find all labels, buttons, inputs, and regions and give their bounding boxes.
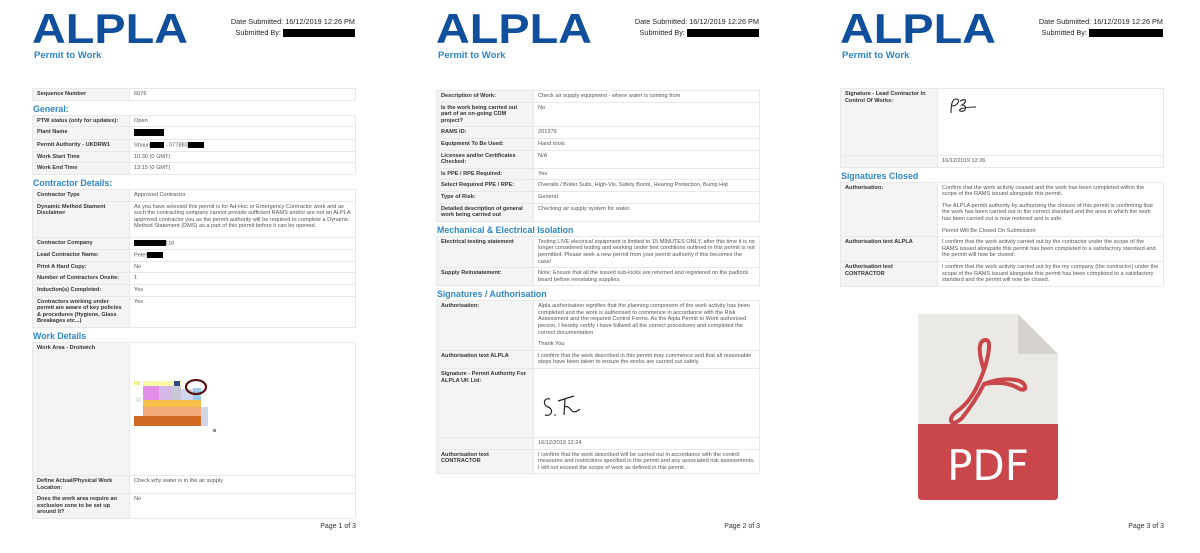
section-title-contractor: Contractor Details:	[33, 178, 113, 189]
field-value: Yes	[130, 284, 356, 296]
signatures-table	[436, 300, 760, 474]
field-value: The ALPLA permit authority by authorising the closure of this permit is confirming that the work has been carried out to the correct standard and the area in which the work has been carried out is now restored and is safe.	[942, 202, 1153, 222]
redacted-submitter	[687, 29, 759, 37]
page-number: Page 1 of 3	[320, 523, 356, 530]
table-row	[33, 296, 356, 327]
field-value: Open	[130, 115, 356, 127]
svg-text:ALPLA: ALPLA	[32, 12, 188, 46]
field-label: Work Start Time	[33, 151, 130, 163]
section-title-general: General:	[33, 103, 69, 114]
table-row	[33, 284, 356, 296]
date-submitted-label: Date Submitted:	[634, 17, 688, 26]
page-number: Page 2 of 3	[724, 523, 760, 530]
table-row	[841, 261, 1164, 286]
field-value: I confirm that the work described in this permit may commence and that all reasonable steps have been taken to ensure the works are carried out safely.	[534, 350, 760, 368]
field-value: Hand tools	[534, 138, 760, 150]
table-row	[437, 138, 760, 150]
table-row	[841, 156, 1164, 168]
table-row	[33, 249, 356, 261]
field-label: Permit Authority - UKDRW1	[33, 139, 130, 151]
document-subtitle: Permit to Work	[34, 50, 102, 61]
field-label-empty	[437, 438, 534, 450]
field-label: Is the work being carried out part of an on-going CDM project?	[437, 102, 534, 127]
field-value: Approved Contractor	[130, 190, 356, 202]
field-label: Supply Reinstatement:	[437, 268, 534, 286]
field-label: Licenses and/or Certificates Checked:	[437, 150, 534, 168]
table-row	[437, 203, 760, 221]
table-row	[437, 191, 760, 203]
svg-text:PDF: PDF	[947, 441, 1029, 490]
submitted-by-label: Submitted By:	[639, 28, 685, 37]
field-value: Note: Ensure that all the issued sub-locks are returned and registered on the padlock board before reinstating supplies.	[534, 268, 760, 286]
submission-meta	[635, 16, 759, 38]
field-label: Does the work area require an exclusion zone to be set up around it?	[33, 494, 130, 519]
table-row	[437, 236, 760, 267]
table-row	[33, 475, 356, 493]
field-label: Signature - Permit Authority For ALPLA UK Ltd:	[437, 369, 534, 438]
field-value-phone: - 077883	[164, 142, 188, 149]
submission-meta	[231, 16, 355, 38]
lead-contractor-signature-table	[840, 88, 1164, 168]
field-label: Signature - Lead Contractor In Control Of Works:	[841, 89, 938, 156]
document-subtitle: Permit to Work	[438, 50, 506, 61]
field-value: Shaun	[134, 142, 151, 149]
field-label: Contractor Company	[33, 237, 130, 249]
submission-meta	[1039, 16, 1163, 38]
date-submitted-value: 16/12/2019 12:26 PM	[285, 17, 355, 26]
pdf-file-icon	[912, 312, 1064, 502]
field-label-empty	[841, 156, 938, 168]
document-page-2	[404, 0, 804, 553]
field-label: Define Actual/Physical Work Location:	[33, 475, 130, 493]
sequence-table	[32, 88, 356, 101]
field-value: Yes	[534, 168, 760, 180]
field-value: Permit Will Be Closed On Submission	[942, 227, 1036, 234]
table-row	[841, 237, 1164, 262]
alpla-logo	[32, 12, 188, 46]
field-value: 13:15 (0 GMT)	[130, 163, 356, 175]
field-value: Check why water is in the air supply	[130, 475, 356, 493]
field-value: No	[130, 261, 356, 273]
signature-date: 16/12/2019 12:24	[534, 438, 760, 450]
field-label: Authorisation:	[841, 182, 938, 237]
work-description-table	[436, 90, 760, 222]
field-value: Thank You	[538, 341, 565, 348]
field-value: 1	[130, 273, 356, 285]
isolation-table	[436, 236, 760, 287]
redacted-surname	[150, 142, 164, 148]
field-value: Check air supply equipment - where water is coming from	[534, 91, 760, 103]
field-value: I confirm that the work activity carried out by the contractor under the scope of the RAMS issued alongside this permit has been completed to a satisfactory standard and the permit will now be closed.	[938, 237, 1164, 262]
table-row	[33, 201, 356, 237]
svg-text:ALPLA: ALPLA	[840, 12, 996, 46]
field-value: Testing LIVE electrical equipment is limited to 15 MINUTES ONLY, after this time it is no longer considered testing and working under test conditions outlined in this permit is not permitted. Please seek a new permit from your permit authority if this becomes the case!	[534, 236, 760, 267]
field-label: Authorisation text ALPLA	[841, 237, 938, 262]
field-label: Authorisation text ALPLA	[437, 350, 534, 368]
contractor-table	[32, 189, 356, 328]
table-row	[33, 163, 356, 175]
floor-plan-image	[134, 379, 232, 435]
field-label: Detailed description of general work being carried out	[437, 203, 534, 221]
field-label: RAMS ID:	[437, 127, 534, 139]
field-value: 6076	[130, 89, 356, 101]
permit-authority-signature	[538, 371, 755, 435]
submitted-by-label: Submitted By:	[1041, 28, 1087, 37]
field-value: N/A	[534, 150, 760, 168]
field-label: Authorisation:	[437, 301, 534, 351]
redacted-phone	[188, 142, 204, 148]
redacted-contractor-surname	[147, 252, 163, 258]
field-label: Authorisation text CONTRACTOR	[437, 449, 534, 474]
field-label: Authorisation text CONTRACTOR	[841, 261, 938, 286]
table-row	[437, 449, 760, 474]
table-row	[437, 102, 760, 127]
table-row	[33, 190, 356, 202]
field-label: Print A Hard Copy:	[33, 261, 130, 273]
field-label: Electrical testing statement	[437, 236, 534, 267]
field-value: No	[534, 102, 760, 127]
field-label: Dynamic Method Stament Disclaimer	[33, 201, 130, 237]
table-row	[437, 150, 760, 168]
field-label: Plant Name	[33, 127, 130, 140]
field-label: Description of Work:	[437, 91, 534, 103]
svg-text:ALPLA: ALPLA	[436, 12, 592, 46]
document-page-1	[0, 0, 400, 553]
date-submitted-label: Date Submitted:	[230, 17, 284, 26]
section-title-isolation: Mechanical & Electrical Isolation	[437, 224, 574, 235]
page-number: Page 3 of 3	[1128, 523, 1164, 530]
table-row	[33, 89, 356, 101]
work-area-map	[134, 345, 351, 473]
section-title-work-details: Work Details	[33, 330, 87, 341]
field-label: Induction(s) Completed:	[33, 284, 130, 296]
table-row	[33, 237, 356, 249]
alpla-logo	[840, 12, 996, 46]
submitted-by-label: Submitted By:	[235, 28, 281, 37]
section-title-signatures: Signatures / Authorisation	[437, 289, 547, 300]
field-value: Yes	[130, 296, 356, 327]
table-row	[33, 494, 356, 519]
field-value: I confirm that the work described will be carried out in accordance with the control measures and restrictions specified in this permit and any associated risk assessments. I will not exceed the scope of work as defined in this permit.	[534, 449, 760, 474]
field-label: Is PPE / RPE Required:	[437, 168, 534, 180]
table-row	[33, 139, 356, 151]
table-row	[437, 168, 760, 180]
table-row	[437, 127, 760, 139]
field-value: General	[534, 191, 760, 203]
field-value: Ltd	[166, 240, 174, 247]
date-submitted-value: 16/12/2019 12:26 PM	[1093, 17, 1163, 26]
field-value: I confirm that the work activity carried out by the my company (the contractor) under the scope of the RAMS issued alongside this permit has been completed to a satisfactory standard and the permit will now be closed.	[938, 261, 1164, 286]
field-label: Work End Time	[33, 163, 130, 175]
field-label: PTW status (only for updates):	[33, 115, 130, 127]
table-row	[437, 268, 760, 286]
field-label: Type of Risk:	[437, 191, 534, 203]
section-title-signatures-closed: Signatures Closed	[841, 170, 919, 181]
lead-contractor-signature	[942, 91, 1159, 153]
field-value: Checking air supply system for water.	[534, 203, 760, 221]
signature-image	[946, 95, 986, 117]
field-label: Contractors working under permit are aware of key policies & procedures (Hygiene, Glass Breakages etc...)	[33, 296, 130, 327]
field-label: Work Area - Droitwich	[33, 342, 130, 475]
work-details-table	[32, 342, 356, 519]
general-table	[32, 115, 356, 175]
field-value: Alpla authorisation signifies that the planning component of the work activity has been completed and the work is authorised to commence in accordance with the Risk Assessment and the required Control Forms. As the Alpla Permit to Work authorised person, I hereby certify I have follwed all the correct procedures and completed the correct documentation	[538, 303, 751, 336]
field-value: No	[130, 494, 356, 519]
table-row	[841, 89, 1164, 156]
table-row	[33, 151, 356, 163]
field-value: 201379	[534, 127, 760, 139]
table-row	[841, 182, 1164, 237]
date-submitted-label: Date Submitted:	[1038, 17, 1092, 26]
field-label: Equipment To Be Used:	[437, 138, 534, 150]
redacted-company	[134, 240, 166, 246]
redacted-plant-name	[134, 129, 164, 136]
table-row	[437, 438, 760, 450]
table-row	[33, 273, 356, 285]
table-row	[437, 369, 760, 438]
signatures-closed-table	[840, 182, 1164, 287]
field-label: Number of Contractors Onsite:	[33, 273, 130, 285]
redacted-submitter	[1089, 29, 1163, 37]
table-row	[437, 301, 760, 351]
table-row	[33, 342, 356, 475]
field-value: Peter	[134, 252, 148, 259]
field-value: Overalls / Boiler Suits, High-Vis, Safety Boots, Hearing Protection, Bump Hat	[534, 180, 760, 192]
field-label: Lead Contractor Name:	[33, 249, 130, 261]
alpla-logo	[436, 12, 592, 46]
field-value: 10:30 (0 GMT)	[130, 151, 356, 163]
date-submitted-value: 16/12/2019 12:26 PM	[689, 17, 759, 26]
field-value: Confirm that the work activity ceased and the work has been completed within the scope of the RAMS issued alongside this permit.	[942, 184, 1145, 198]
signature-date: 16/12/2019 12:26	[938, 156, 1164, 168]
field-label: Contractor Type	[33, 190, 130, 202]
field-label: Select Required PPE / RPE:	[437, 180, 534, 192]
signature-image	[540, 393, 600, 423]
document-subtitle: Permit to Work	[842, 50, 910, 61]
field-label: Sequence Number	[33, 89, 130, 101]
table-row	[33, 115, 356, 127]
document-page-3	[808, 0, 1200, 553]
field-value: As you have selected this permit is for Ad-Hoc or Emergency Contractor work and as such the contracting company cannot provide sufficient RAMS and/or are not an ALPLA approved contractor you as the permit authority will be required to complete a Dynamic Method Statement (DMS) as a part of this permit before it can be opened.	[130, 201, 356, 237]
table-row	[33, 261, 356, 273]
redacted-submitter	[283, 29, 355, 37]
table-row	[437, 350, 760, 368]
table-row	[437, 91, 760, 103]
table-row	[437, 180, 760, 192]
table-row	[33, 127, 356, 140]
